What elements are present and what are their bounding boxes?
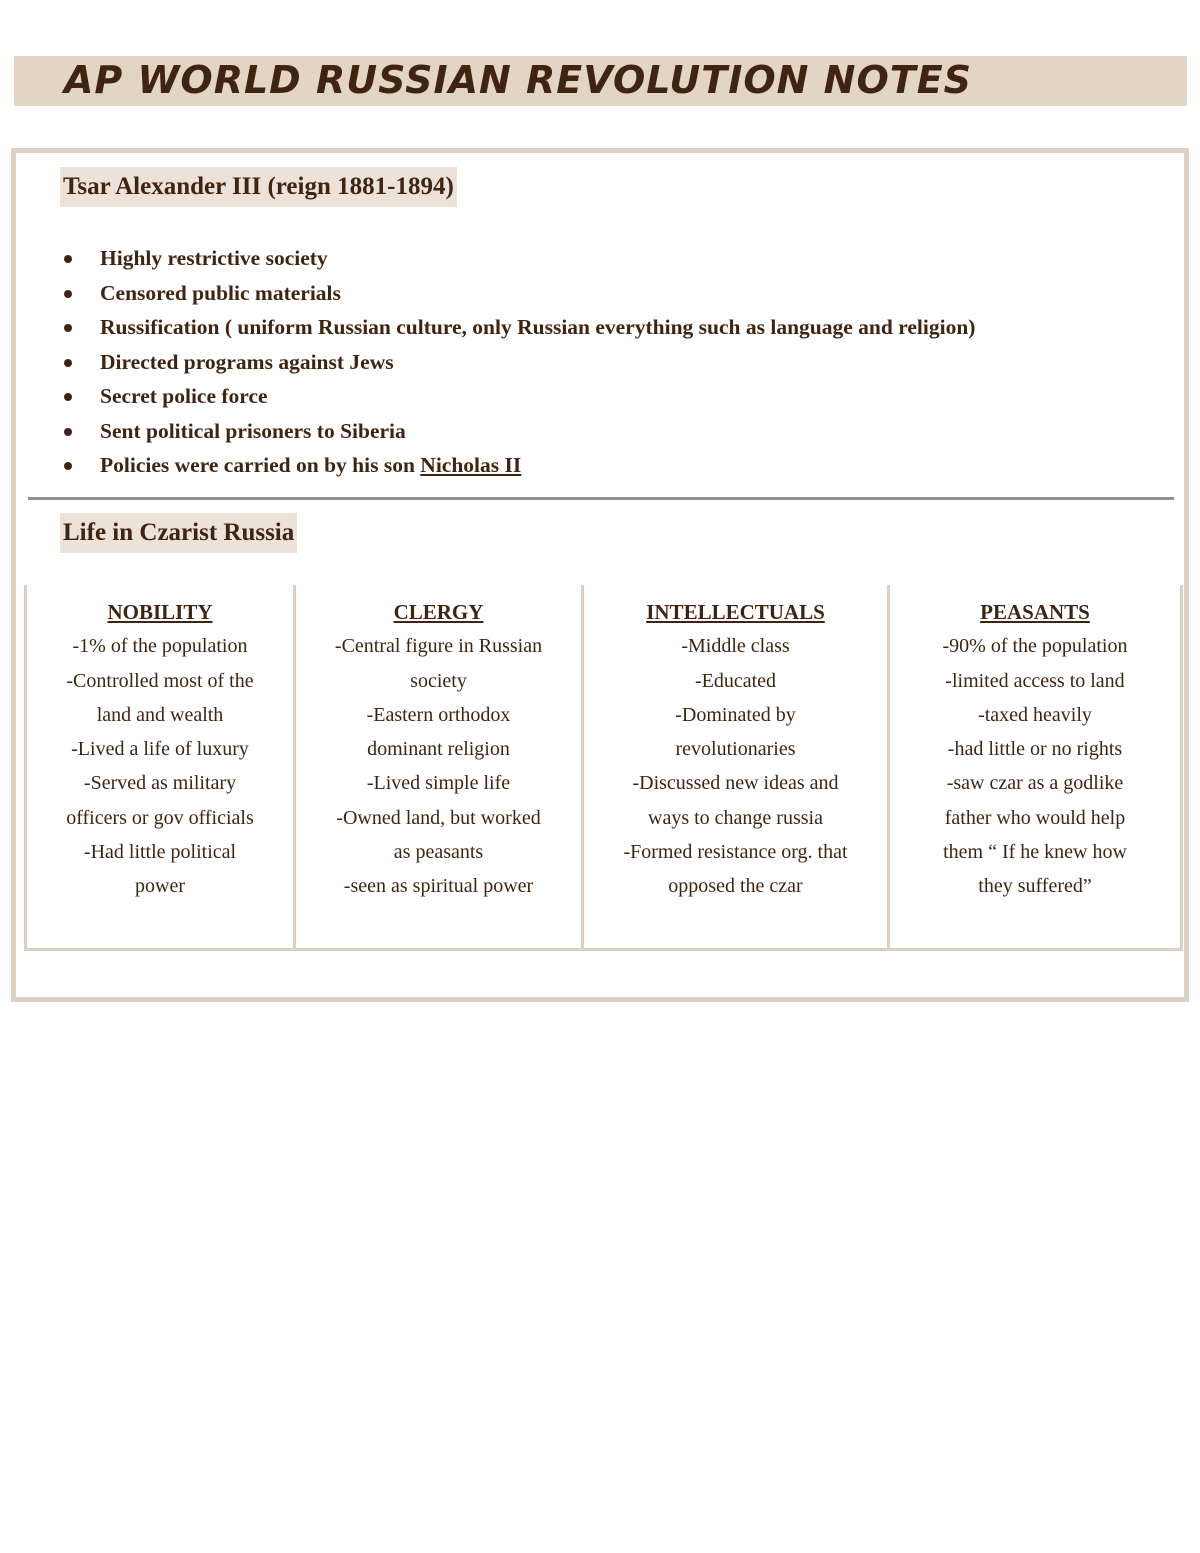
column-peasants	[887, 585, 1180, 948]
column-line: society	[410, 669, 467, 692]
page-title: AP WORLD RUSSIAN REVOLUTION NOTES	[64, 58, 973, 102]
title-bar	[14, 56, 1187, 106]
social-classes-table	[24, 585, 1183, 951]
column-clergy	[293, 585, 581, 948]
column-line: -1% of the population	[72, 635, 248, 658]
column-line: father who would help	[944, 806, 1126, 829]
bullet-icon	[64, 359, 72, 367]
bullet-icon	[64, 462, 72, 470]
column-title: NOBILITY	[107, 600, 213, 624]
list-item	[60, 276, 975, 311]
column-line: -Served as military	[83, 772, 237, 795]
list-item	[60, 241, 975, 276]
column-line: land and wealth	[96, 703, 224, 726]
column-line: -Central figure in Russian	[334, 635, 543, 658]
column-title: INTELLECTUALS	[646, 600, 825, 624]
column-line: -Middle class	[681, 635, 790, 658]
bullet-icon	[64, 324, 72, 332]
list-item-text: Sent political prisoners to Siberia	[100, 418, 406, 443]
column-line: -Controlled most of the	[66, 669, 254, 692]
bullet-list	[60, 241, 975, 483]
bullet-icon	[64, 428, 72, 436]
column-line: as peasants	[393, 841, 484, 864]
column-line: them “ If he knew how	[943, 841, 1127, 864]
bullet-icon	[64, 290, 72, 298]
column-line: -Dominated by	[675, 703, 796, 726]
list-item-text: Russification ( uniform Russian culture, only Russian everything such as language and religion)	[100, 315, 976, 339]
column-line: -Educated	[694, 669, 777, 692]
bullet-icon	[64, 255, 72, 263]
column-line: power	[135, 875, 185, 898]
column-line: ways to change russia	[648, 806, 823, 829]
column-line: -seen as spiritual power	[343, 875, 534, 898]
list-item-text: Highly restrictive society	[100, 246, 328, 270]
list-item	[60, 310, 975, 345]
column-line: -Discussed new ideas and	[632, 772, 839, 795]
list-item	[60, 345, 975, 380]
column-line: -Formed resistance org. that	[623, 841, 848, 864]
column-intellectuals	[581, 585, 887, 948]
column-title: CLERGY	[393, 600, 484, 624]
list-item	[60, 448, 975, 483]
column-line: -Lived simple life	[366, 772, 511, 795]
column-line: -Had little political	[83, 841, 237, 864]
column-line: -saw czar as a godlike	[946, 772, 1124, 795]
column-line: -had little or no rights	[947, 738, 1123, 761]
column-title: PEASANTS	[980, 600, 1090, 624]
list-item-text: Secret police force	[100, 384, 268, 408]
list-item-text: Policies were carried on by his son	[100, 453, 421, 477]
section-heading-czarist-life: Life in Czarist Russia	[60, 513, 297, 553]
list-item-text: Directed programs against Jews	[100, 349, 394, 374]
column-line: revolutionaries	[675, 738, 796, 761]
column-line: -Eastern orthodox	[366, 703, 511, 726]
notes-card	[11, 148, 1189, 1002]
column-line: opposed the czar	[668, 875, 803, 898]
column-line: -90% of the population	[942, 635, 1128, 658]
nicholas-ii-text: Nicholas II	[420, 453, 522, 477]
section-heading-tsar: Tsar Alexander III (reign 1881-1894)	[60, 167, 457, 207]
list-item	[60, 379, 975, 414]
column-line: officers or gov officials	[66, 806, 254, 829]
column-nobility	[27, 585, 293, 948]
section-divider	[28, 497, 1174, 500]
column-line: -Lived a life of luxury	[71, 738, 249, 761]
list-item-text: Censored public materials	[100, 280, 341, 305]
column-line: -limited access to land	[945, 669, 1125, 692]
list-item	[60, 414, 975, 449]
bullet-icon	[64, 393, 72, 401]
column-line: dominant religion	[367, 738, 510, 761]
column-line: they suffered”	[978, 875, 1092, 898]
column-line: -Owned land, but worked	[336, 806, 541, 829]
column-line: -taxed heavily	[978, 703, 1092, 726]
